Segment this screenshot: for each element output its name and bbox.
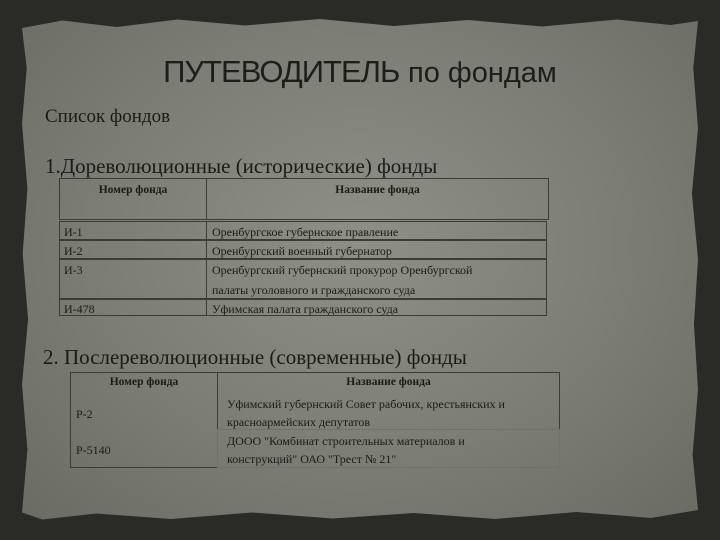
row3-name: Оренбургский губернский прокурор Оренбургской xyxy=(212,263,473,277)
row6-name-cont: конструкций" ОАО "Трест № 21" xyxy=(227,452,397,466)
title-rest: по фондам xyxy=(407,57,557,89)
row6-name: ДООО "Комбинат строительных материалов и xyxy=(227,434,465,448)
subtitle: Список фондов xyxy=(45,106,171,127)
row3-number: И-3 xyxy=(64,263,83,277)
table1-header-number-cell xyxy=(59,178,207,220)
page-title xyxy=(0,54,720,90)
row1-number: И-1 xyxy=(64,225,83,239)
table1-header-number: Номер фонда xyxy=(98,184,168,196)
row1-name: Оренбургское губернское правление xyxy=(212,225,399,239)
table2-header-number: Номер фонда xyxy=(109,376,179,388)
row5-number: Р-2 xyxy=(76,407,93,421)
section1-heading: 1.Дореволюционные (исторические) фонды xyxy=(45,154,438,178)
table2-header-name: Название фонда xyxy=(346,376,431,388)
row3-name-cont: палаты уголовного и гражданского суда xyxy=(212,283,416,297)
row2-name: Оренбургский военный губернатор xyxy=(212,244,392,258)
table1-header-name: Название фонда xyxy=(335,184,420,196)
title-main: ПУТЕВОДИТЕЛЬ xyxy=(163,54,400,89)
row4-name: Уфимская палата гражданского суда xyxy=(212,302,399,316)
row4-number: И-478 xyxy=(64,302,95,316)
section2-heading: 2. Послереволюционные (современные) фонды xyxy=(43,345,467,369)
row2-number: И-2 xyxy=(64,244,83,258)
row6-number: Р-5140 xyxy=(76,443,111,457)
row5-name-cont: красноармейских депутатов xyxy=(227,415,370,429)
table1-header-name-cell xyxy=(206,178,549,220)
row5-name: Уфимский губернский Совет рабочих, крестьянских и xyxy=(227,397,505,411)
